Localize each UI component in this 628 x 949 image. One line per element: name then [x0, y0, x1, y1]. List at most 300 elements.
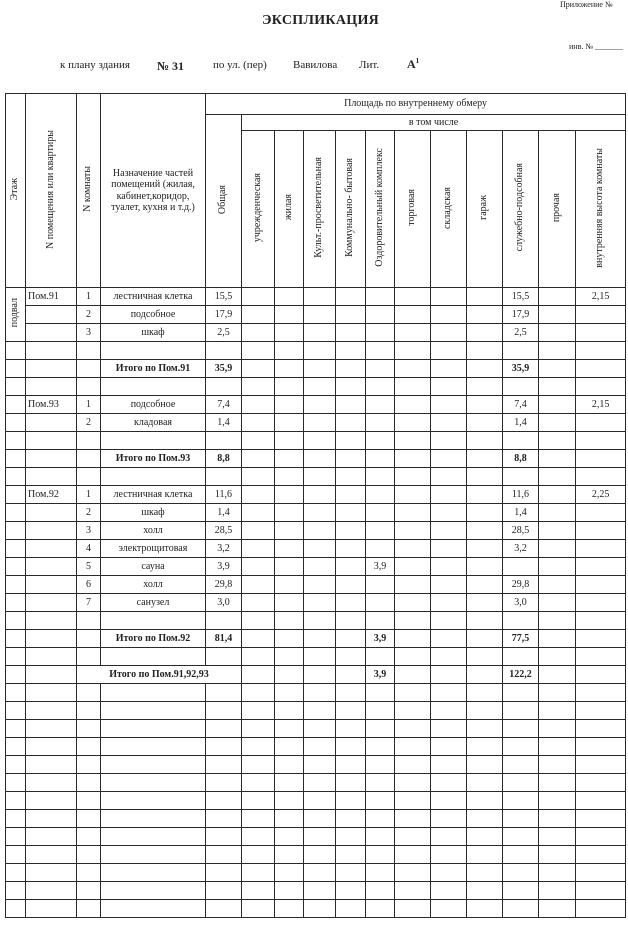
table-cell [467, 648, 503, 666]
table-cell: 1,4 [503, 414, 539, 432]
table-cell: 1,4 [503, 504, 539, 522]
table-cell [576, 720, 626, 738]
col-sub-header-2: Культ.-просветительная [304, 131, 336, 288]
table-cell [242, 486, 275, 504]
table-cell [366, 756, 395, 774]
table-cell [336, 414, 366, 432]
table-cell [275, 630, 304, 648]
table-cell [304, 792, 336, 810]
table-cell [467, 306, 503, 324]
table-row [6, 306, 626, 324]
table-cell [503, 756, 539, 774]
table-cell [275, 360, 304, 378]
table-cell [275, 306, 304, 324]
table-cell [242, 738, 275, 756]
inventory-number [569, 42, 623, 51]
table-cell [26, 342, 77, 360]
table-cell [26, 666, 77, 684]
table-cell [242, 378, 275, 396]
table-cell [431, 684, 467, 702]
floor-cell [6, 630, 26, 648]
floor-cell [6, 414, 26, 432]
table-cell [576, 738, 626, 756]
table-cell: 1,4 [206, 414, 242, 432]
table-cell [336, 594, 366, 612]
table-cell [395, 756, 431, 774]
table-cell [101, 882, 206, 900]
table-cell [431, 792, 467, 810]
table-cell [26, 450, 77, 468]
table-row [6, 648, 626, 666]
table-cell [395, 360, 431, 378]
table-cell [395, 828, 431, 846]
table-cell [304, 360, 336, 378]
table-cell [275, 648, 304, 666]
table-cell [26, 810, 77, 828]
table-cell [336, 684, 366, 702]
table-cell [6, 882, 26, 900]
table-cell [467, 486, 503, 504]
table-cell [304, 432, 336, 450]
table-cell [366, 504, 395, 522]
table-cell [395, 594, 431, 612]
table-cell [431, 450, 467, 468]
table-cell: 2,25 [576, 486, 626, 504]
including-header: в том числе [242, 115, 626, 131]
table-cell [336, 630, 366, 648]
table-cell [77, 846, 101, 864]
table-cell [101, 702, 206, 720]
lit-label: Лит. [359, 59, 380, 71]
table-cell [395, 306, 431, 324]
table-cell: 2 [77, 306, 101, 324]
table-cell [539, 630, 576, 648]
table-cell: 3,9 [366, 666, 395, 684]
table-cell [304, 486, 336, 504]
table-cell [539, 360, 576, 378]
table-cell [539, 486, 576, 504]
table-cell [395, 738, 431, 756]
table-cell: 28,5 [206, 522, 242, 540]
table-cell [576, 360, 626, 378]
table-row [6, 432, 626, 450]
table-cell [336, 468, 366, 486]
table-cell [101, 756, 206, 774]
table-cell [242, 792, 275, 810]
table-cell [366, 810, 395, 828]
table-cell [77, 864, 101, 882]
table-cell [503, 774, 539, 792]
table-cell [467, 324, 503, 342]
table-cell [26, 702, 77, 720]
table-cell [304, 288, 336, 306]
table-cell [336, 846, 366, 864]
table-cell [395, 378, 431, 396]
table-cell [304, 720, 336, 738]
table-cell [275, 486, 304, 504]
table-cell [26, 738, 77, 756]
table-cell [539, 774, 576, 792]
table-cell [467, 288, 503, 306]
table-cell [395, 810, 431, 828]
table-cell [6, 846, 26, 864]
table-cell [206, 864, 242, 882]
table-cell [6, 756, 26, 774]
table-cell: шкаф [101, 504, 206, 522]
table-cell [336, 504, 366, 522]
table-cell: 17,9 [503, 306, 539, 324]
table-cell [275, 432, 304, 450]
table-cell [539, 540, 576, 558]
table-cell: 3,9 [366, 630, 395, 648]
table-cell [503, 864, 539, 882]
blank-row [6, 684, 626, 702]
table-cell [242, 684, 275, 702]
table-cell [336, 360, 366, 378]
table-cell [576, 774, 626, 792]
blank-row [6, 810, 626, 828]
table-cell [77, 378, 101, 396]
table-cell [304, 576, 336, 594]
floor-cell [6, 594, 26, 612]
table-row [6, 468, 626, 486]
table-cell [431, 720, 467, 738]
table-cell [576, 828, 626, 846]
table-cell: шкаф [101, 324, 206, 342]
table-cell [304, 540, 336, 558]
table-cell [336, 306, 366, 324]
table-cell [206, 468, 242, 486]
table-cell [539, 702, 576, 720]
table-cell [395, 468, 431, 486]
table-cell [242, 414, 275, 432]
table-cell [77, 756, 101, 774]
col-room-header: N комнаты [77, 94, 101, 288]
table-cell: электрощитовая [101, 540, 206, 558]
table-cell [539, 522, 576, 540]
table-cell [336, 450, 366, 468]
table-row [6, 342, 626, 360]
table-cell [395, 846, 431, 864]
table-cell [304, 666, 336, 684]
table-cell [539, 684, 576, 702]
table-cell [576, 432, 626, 450]
table-cell [304, 558, 336, 576]
table-cell [576, 702, 626, 720]
table-cell [275, 828, 304, 846]
table-cell [275, 792, 304, 810]
table-cell [366, 594, 395, 612]
blank-row [6, 738, 626, 756]
table-cell [275, 378, 304, 396]
table-cell [6, 738, 26, 756]
table-cell [304, 396, 336, 414]
floor-cell [6, 396, 26, 414]
table-cell [395, 900, 431, 918]
table-cell: 5 [77, 558, 101, 576]
table-cell [77, 342, 101, 360]
document-title: ЭКСПЛИКАЦИЯ [262, 13, 380, 28]
table-cell [431, 612, 467, 630]
table-cell [242, 594, 275, 612]
table-cell [503, 558, 539, 576]
table-row [6, 540, 626, 558]
table-row [6, 522, 626, 540]
table-cell [77, 738, 101, 756]
table-cell [467, 576, 503, 594]
table-cell [431, 702, 467, 720]
table-cell [275, 882, 304, 900]
table-cell [242, 450, 275, 468]
table-cell [242, 882, 275, 900]
table-cell [101, 612, 206, 630]
table-cell [431, 594, 467, 612]
explication-table [5, 93, 626, 918]
col-sub-header-7: гараж [467, 131, 503, 288]
table-cell [242, 324, 275, 342]
table-cell [101, 720, 206, 738]
table-cell [467, 504, 503, 522]
table-cell [467, 666, 503, 684]
table-cell [336, 648, 366, 666]
table-cell [26, 432, 77, 450]
blank-row [6, 828, 626, 846]
table-row [6, 450, 626, 468]
col-sub-header-6: складская [431, 131, 467, 288]
table-cell [304, 756, 336, 774]
table-cell [366, 360, 395, 378]
table-cell: 35,9 [206, 360, 242, 378]
floor-cell [6, 360, 26, 378]
table-cell [395, 342, 431, 360]
table-cell [539, 576, 576, 594]
table-cell [395, 540, 431, 558]
table-cell [467, 468, 503, 486]
table-cell [304, 504, 336, 522]
table-cell: 17,9 [206, 306, 242, 324]
table-cell [503, 702, 539, 720]
table-cell [26, 756, 77, 774]
table-cell [366, 414, 395, 432]
table-cell [336, 288, 366, 306]
table-cell [503, 342, 539, 360]
table-cell [26, 558, 77, 576]
table-cell [576, 810, 626, 828]
table-cell [101, 432, 206, 450]
floor-cell [6, 666, 26, 684]
table-cell [6, 810, 26, 828]
table-cell [336, 324, 366, 342]
floor-cell [6, 450, 26, 468]
table-cell [467, 360, 503, 378]
table-cell: 3 [77, 522, 101, 540]
table-cell [539, 558, 576, 576]
table-cell [206, 612, 242, 630]
table-cell [206, 738, 242, 756]
table-cell [26, 630, 77, 648]
table-cell [431, 468, 467, 486]
table-cell: 4 [77, 540, 101, 558]
table-cell [304, 324, 336, 342]
table-cell [539, 648, 576, 666]
table-cell [6, 792, 26, 810]
blank-row [6, 846, 626, 864]
table-cell [431, 846, 467, 864]
table-cell [395, 486, 431, 504]
table-cell [304, 414, 336, 432]
table-cell [26, 594, 77, 612]
table-cell [467, 450, 503, 468]
table-cell [395, 684, 431, 702]
table-cell: подсобное [101, 306, 206, 324]
table-cell [26, 720, 77, 738]
table-cell [366, 720, 395, 738]
table-cell [366, 900, 395, 918]
table-cell [395, 414, 431, 432]
table-cell [336, 666, 366, 684]
table-cell [431, 576, 467, 594]
table-cell: подсобное [101, 396, 206, 414]
table-cell [336, 396, 366, 414]
table-cell [366, 648, 395, 666]
blank-row [6, 882, 626, 900]
table-cell [576, 792, 626, 810]
table-cell [539, 792, 576, 810]
table-cell [467, 378, 503, 396]
table-cell [101, 792, 206, 810]
table-cell [6, 774, 26, 792]
table-cell [576, 684, 626, 702]
table-cell [576, 504, 626, 522]
table-cell [336, 756, 366, 774]
table-cell [336, 792, 366, 810]
table-cell [395, 882, 431, 900]
col-sub-header-5: торговая [395, 131, 431, 288]
table-cell [395, 792, 431, 810]
table-cell: 15,5 [206, 288, 242, 306]
table-cell: 2,5 [503, 324, 539, 342]
table-cell [275, 774, 304, 792]
table-cell [77, 702, 101, 720]
table-cell [503, 792, 539, 810]
table-cell [336, 576, 366, 594]
table-cell [77, 900, 101, 918]
table-cell [431, 864, 467, 882]
table-cell [576, 882, 626, 900]
table-cell: санузел [101, 594, 206, 612]
table-cell [304, 738, 336, 756]
table-cell [576, 648, 626, 666]
table-cell [539, 288, 576, 306]
table-cell: 3,0 [503, 594, 539, 612]
table-cell [101, 828, 206, 846]
table-cell [26, 540, 77, 558]
table-cell: 11,6 [206, 486, 242, 504]
table-cell [431, 414, 467, 432]
floor-cell [6, 558, 26, 576]
table-cell [304, 810, 336, 828]
table-cell [304, 522, 336, 540]
table-cell [242, 522, 275, 540]
table-row [6, 414, 626, 432]
table-cell [503, 468, 539, 486]
table-cell [26, 846, 77, 864]
table-cell: 1 [77, 288, 101, 306]
table-cell: 77,5 [503, 630, 539, 648]
table-cell [275, 342, 304, 360]
table-cell [304, 612, 336, 630]
table-cell [26, 882, 77, 900]
table-cell [467, 522, 503, 540]
table-cell [275, 720, 304, 738]
table-cell: 35,9 [503, 360, 539, 378]
table-cell [26, 324, 77, 342]
floor-cell: подвал [6, 288, 26, 342]
col-floor-header: Этаж [6, 94, 26, 288]
table-cell [101, 468, 206, 486]
table-cell: 8,8 [206, 450, 242, 468]
floor-cell [6, 504, 26, 522]
table-cell [336, 378, 366, 396]
table-cell [395, 774, 431, 792]
table-cell [275, 504, 304, 522]
table-cell [431, 432, 467, 450]
table-cell [467, 414, 503, 432]
table-cell [539, 504, 576, 522]
table-cell [503, 720, 539, 738]
table-cell [275, 846, 304, 864]
table-cell [336, 540, 366, 558]
table-cell [467, 864, 503, 882]
table-cell [304, 882, 336, 900]
table-cell: 28,5 [503, 522, 539, 540]
table-cell [576, 594, 626, 612]
table-cell [304, 702, 336, 720]
table-cell [242, 360, 275, 378]
table-cell: лестничная клетка [101, 288, 206, 306]
blank-row [6, 774, 626, 792]
table-cell [366, 828, 395, 846]
table-cell [467, 702, 503, 720]
table-cell [242, 342, 275, 360]
table-cell [77, 828, 101, 846]
table-cell [467, 594, 503, 612]
table-cell [242, 648, 275, 666]
table-cell [431, 540, 467, 558]
col-sub-header-8: служебно-подсобная [503, 131, 539, 288]
table-cell [206, 828, 242, 846]
table-cell [539, 342, 576, 360]
table-cell [503, 738, 539, 756]
table-cell [6, 828, 26, 846]
table-cell [395, 576, 431, 594]
table-cell [366, 396, 395, 414]
table-cell [206, 792, 242, 810]
table-row [6, 486, 626, 504]
col-purpose-header: Назначение частей помещений (жилая, кабинет,коридор, туалет, кухня и т.д.) [101, 94, 206, 288]
table-cell [275, 594, 304, 612]
table-cell [539, 612, 576, 630]
table-cell: Итого по Пом.92 [101, 630, 206, 648]
table-cell: Итого по Пом.93 [101, 450, 206, 468]
table-cell: 3,9 [366, 558, 395, 576]
table-cell [336, 900, 366, 918]
table-row [6, 594, 626, 612]
table-row [6, 378, 626, 396]
table-cell [395, 702, 431, 720]
table-cell [275, 540, 304, 558]
table-cell [467, 756, 503, 774]
